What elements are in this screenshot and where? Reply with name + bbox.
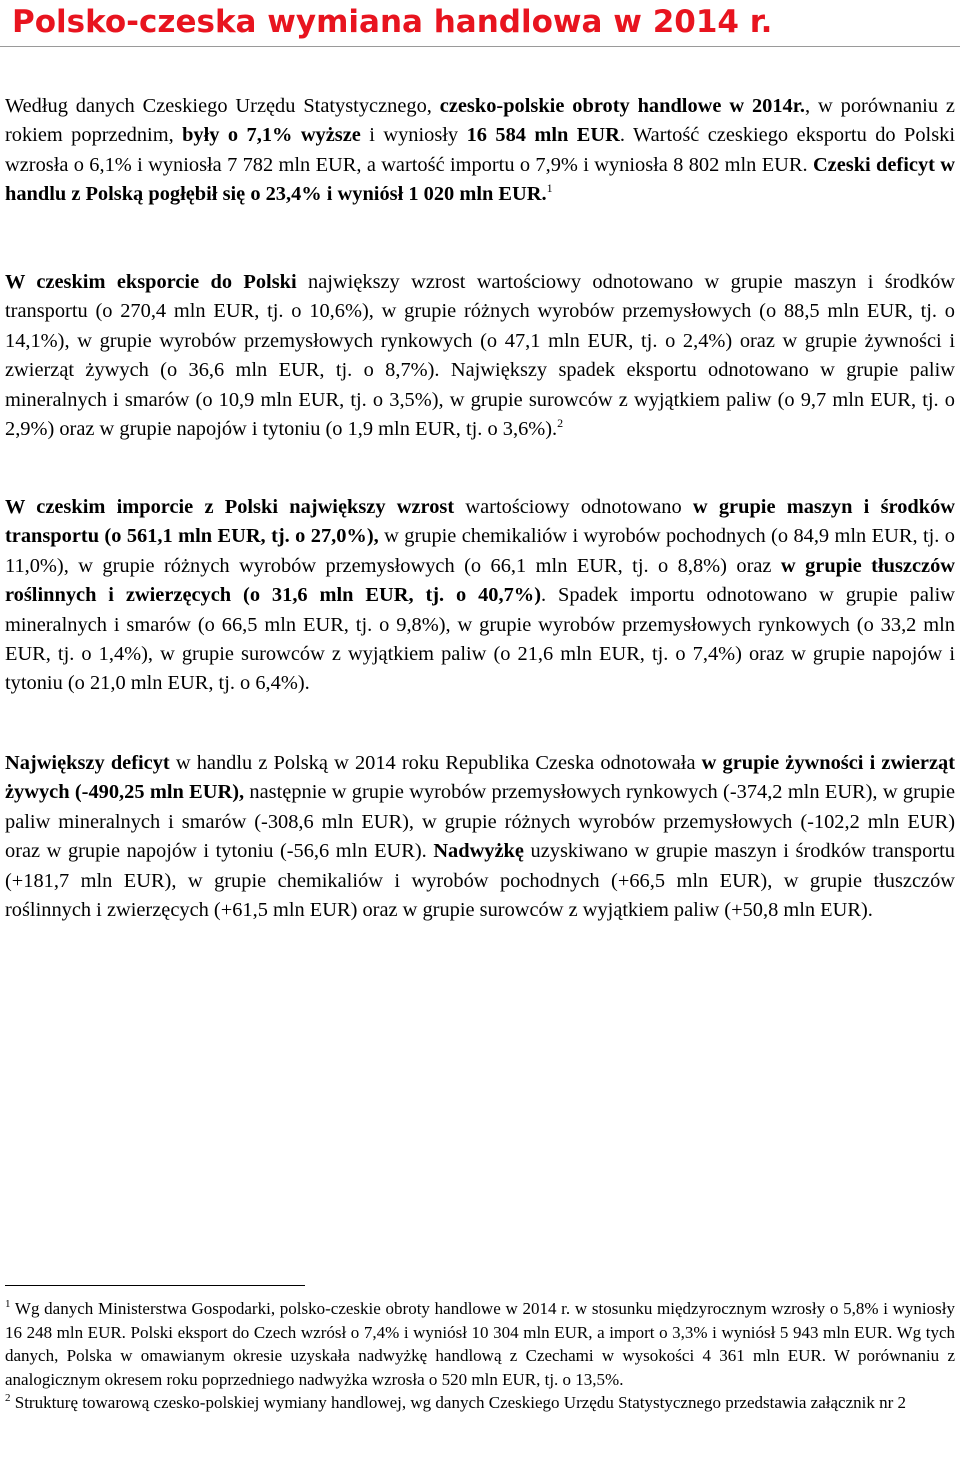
p2-bold: W czeskim eksporcie do Polski [5, 271, 297, 293]
footnotes [5, 1297, 955, 1415]
footnote-text: Wg danych Ministerstwa Gospodarki, polsko-czeskie obroty handlowe w 2014 r. w stosunku międzyrocznym wzrosły o 5,8% i wyniosły 16 248 mln EUR. Polski eksport do Czech wzrósł o 7,4% i wyniósł 10 304 mln EUR, a import o 3,3% i wyniósł 5 943 mln EUR. Wg tych danych, Polska w omawianym okresie uzyskała nadwyżkę handlową z Czechami w wysokości 4 361 mln EUR. W porównaniu z analogicznym okresem roku poprzedniego nadwyżka wzrosła o 520 mln EUR, tj. o 13,5%. [5, 1299, 955, 1389]
document-title: Polsko-czeska wymiana handlowa w 2014 r. [12, 4, 773, 40]
p1-text: . Wartość czeskiego eksportu do Polski wzrosła o 6,1% i wyniosła 7 782 mln EUR, a wartość importu o 7,9% i wyniosła 8 802 mln EUR. [5, 124, 955, 176]
paragraph-deficit-surplus [5, 749, 955, 925]
title-divider [0, 46, 960, 47]
footnote-separator [5, 1285, 305, 1286]
p2-text: największy wzrost wartościowy odnotowano w grupie maszyn i środków transportu (o 270,4 mln EUR, tj. o 10,6%), w grupie różnych wyrobów przemysłowych (o 88,5 mln EUR, tj. o 14,1%), w grupie wyrobów przemysłowych rynkowych (o 47,1 mln EUR, tj. o 2,4%) oraz w grupie żywności i zwierząt żywych (o 36,6 mln EUR, tj. o 8,7%). Największy spadek eksportu odnotowano w grupie paliw mineralnych i smarów (o 10,9 mln EUR, tj. o 3,5%), w grupie surowców z wyjątkiem paliw (o 9,7 mln EUR, tj. o 2,9%) oraz w grupie napojów i tytoniu (o 1,9 mln EUR, tj. o 3,6%). [5, 271, 955, 441]
paragraph-trade-overview [5, 92, 955, 210]
p4-bold: w grupie żywności i zwierząt żywych (-490,25 mln EUR), [5, 752, 955, 804]
p3-text: wartościowy odnotowano [454, 496, 693, 518]
p1-bold: czesko-polskie obroty handlowe w 2014r. [439, 95, 806, 117]
p3-text: . Spadek importu odnotowano w grupie paliw mineralnych i smarów (o 66,5 mln EUR, tj. o 9,8%), w grupie wyrobów przemysłowych rynkowych (o 33,2 mln EUR, tj. o 1,4%), w grupie surowców z wyjątkiem paliw (o 21,6 mln EUR, tj. o 7,4%) oraz w grupie napojów i tytoniu (o 21,0 mln EUR, tj. o 6,4%). [5, 584, 955, 695]
paragraph-czech-imports [5, 493, 955, 699]
footnote-mark: 2 [5, 1392, 11, 1405]
footnote-2 [5, 1391, 955, 1415]
p1-bold: Czeski deficyt w handlu z Polską pogłębił się o 23,4% i wyniósł 1 020 mln EUR. [5, 153, 955, 206]
p3-bold: w grupie tłuszczów roślinnych i zwierzęcych (o 31,6 mln EUR, tj. o 40,7%) [5, 554, 955, 607]
p4-bold: Największy deficyt [5, 752, 170, 774]
p4-text: uzyskiwano w grupie maszyn i środków transportu (+181,7 mln EUR), w grupie chemikaliów i wyrobów pochodnych (+66,5 mln EUR), w grupie tłuszczów roślinnych i zwierzęcych (+61,5 mln EUR) oraz w grupie surowców z wyjątkiem paliw (+50,8 mln EUR). [5, 840, 955, 922]
p3-bold: W czeskim imporcie z Polski największy wzrost [5, 496, 455, 518]
p1-bold: były o 7,1% wyższe [182, 124, 361, 147]
paragraph-czech-exports [5, 268, 955, 444]
p1-text: i wyniosły [360, 124, 467, 147]
p4-bold: Nadwyżkę [433, 840, 524, 863]
footnote-text: Strukturę towarową czesko-polskiej wymiany handlowej, wg danych Czeskiego Urzędu Statystycznego przedstawia załącznik nr 2 [10, 1393, 907, 1413]
p1-bold: 16 584 mln EUR [466, 124, 620, 147]
p3-bold: w grupie maszyn i środków transportu (o 561,1 mln EUR, tj. o 27,0%), [5, 496, 956, 548]
p1-text: , w porównaniu z rokiem poprzednim, [5, 95, 955, 147]
footnote-ref-2: 2 [557, 416, 564, 431]
p4-text: w handlu z Polską w 2014 roku Republika Czeska odnotowała [169, 752, 702, 774]
p4-text: następnie w grupie wyrobów przemysłowych rynkowych (-374,2 mln EUR), w grupie paliw mineralnych i smarów (-308,6 mln EUR), w grupie różnych wyrobów przemysłowych (-102,2 mln EUR) oraz w grupie napojów i tytoniu (-56,6 mln EUR). [5, 781, 955, 863]
footnote-1 [5, 1297, 955, 1391]
footnote-mark: 1 [5, 1298, 11, 1310]
p3-text: w grupie chemikaliów i wyrobów pochodnych (o 84,9 mln EUR, tj. o 11,0%), w grupie różnych wyrobów przemysłowych (o 66,1 mln EUR, tj. o 8,8%) oraz [5, 525, 955, 577]
p1-text: Według danych Czeskiego Urzędu Statystycznego, [5, 95, 440, 117]
footnote-ref-1: 1 [546, 181, 553, 196]
